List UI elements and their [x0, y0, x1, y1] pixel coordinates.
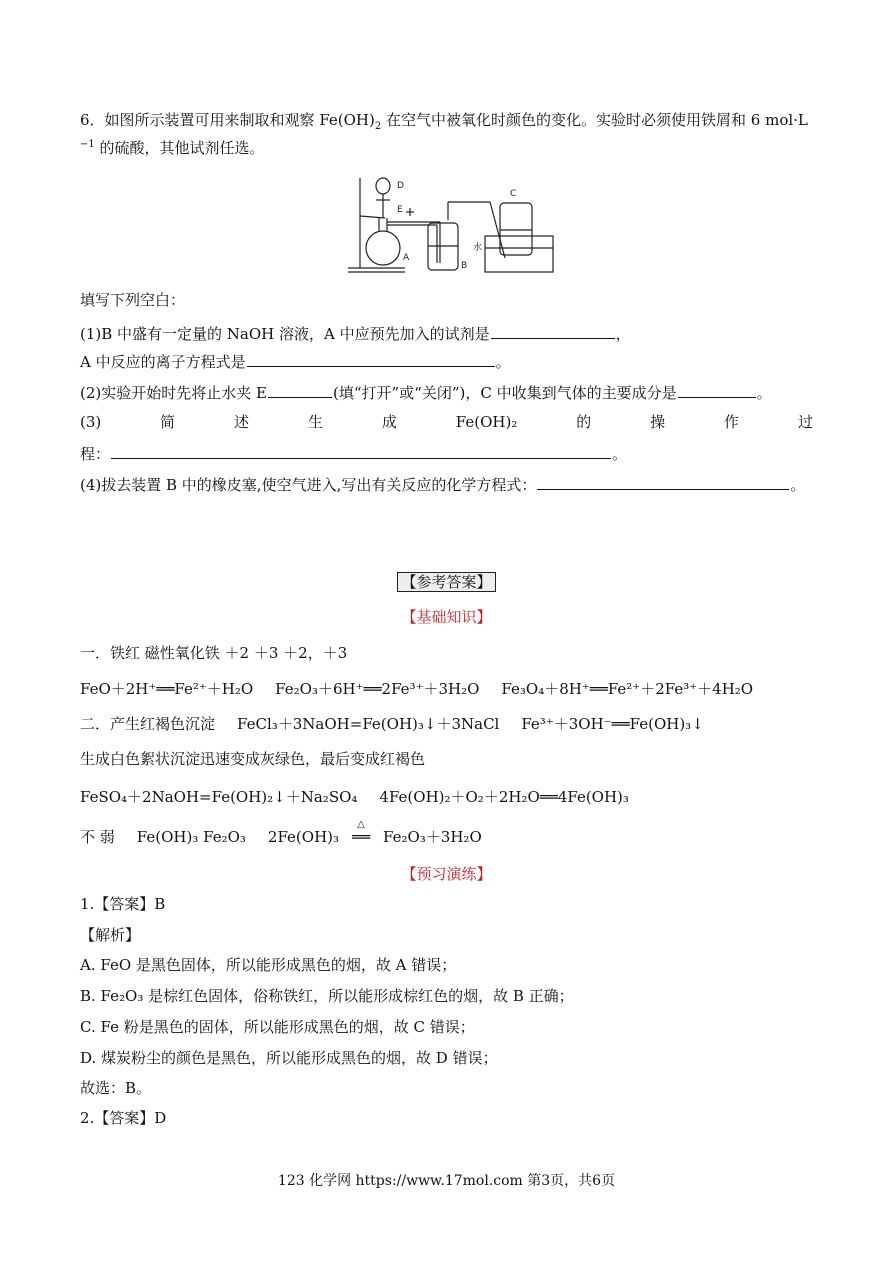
- label-d: D: [397, 181, 404, 191]
- analysis-line-a: A. FeO 是黑色固体，所以能形成黑色的烟，故 A 错误；: [80, 956, 457, 974]
- question-6-line-1: 6．如图所示装置可用来制取和观察 $Fe(OH)_2$ 在空气中被氧化时颜色的变化。实验时必须使用铁屑和 6 mol·L: [80, 111, 808, 132]
- answer-line-5: FeSO₄＋2NaOH=Fe(OH)₂↓＋Na₂SO₄ 4Fe(OH)₂＋O₂＋2H₂O══4Fe(OH)₃: [80, 788, 629, 806]
- label-a: A: [403, 253, 410, 263]
- fill-title: 填写下列空白：: [80, 291, 186, 309]
- answer-blank-3[interactable]: [268, 381, 332, 398]
- analysis-line-c: C. Fe 粉是黑色的固体，所以能形成黑色的烟，故 C 错误；: [80, 1018, 475, 1036]
- apparatus-diagram: [345, 168, 555, 278]
- question-6-part-1b: A 中反应的离子方程式是 。: [80, 350, 511, 372]
- heating-arrow: △ ══: [351, 819, 371, 846]
- analysis-line-d: D. 煤炭粉尘的颜色是黑色，所以能形成黑色的烟，故 D 错误；: [80, 1049, 498, 1067]
- question-6-part-3: (3) 简 述 生 成 Fe(OH)₂ 的 操 作 过: [80, 413, 813, 431]
- question-6-line-2: $^{-1}$ 的硫酸，其他试剂任选。: [80, 139, 265, 157]
- analysis-label: 【解析】: [80, 926, 141, 944]
- analysis-conclusion: 故选：B。: [80, 1079, 152, 1097]
- page-footer: 123 化学网 https://www.17mol.com 第3页，共6页: [277, 1173, 616, 1189]
- answer-line-4: 生成白色絮状沉淀迅速变成灰绿色，最后变成红褐色: [80, 750, 426, 768]
- label-c: C: [510, 189, 517, 199]
- question-6-part-3-cont: 程： 。: [80, 442, 627, 464]
- section-preview-exercise: 【预习演练】: [401, 865, 492, 883]
- answer-blank-5[interactable]: [111, 442, 611, 459]
- answer-blank-1[interactable]: [491, 322, 615, 339]
- answer-line-3: 二．产生红褐色沉淀 FeCl₃＋3NaOH=Fe(OH)₃↓＋3NaCl Fe³⁺＋3OH⁻══Fe(OH)₃↓: [80, 715, 704, 733]
- answer-blank-6[interactable]: [537, 473, 789, 490]
- label-water: 水: [473, 243, 483, 253]
- question-6-part-2: (2)实验开始时先将止水夹 E (填“打开”或“关闭”)，C 中收集到气体的主要成分是 。: [80, 381, 772, 403]
- label-b: B: [461, 261, 468, 271]
- answer-line-2: FeO＋2H⁺══Fe²⁺＋H₂O Fe₂O₃＋6H⁺══2Fe³⁺＋3H₂O Fe₃O₄＋8H⁺══Fe²⁺＋2Fe³⁺＋4H₂O: [80, 680, 754, 698]
- answer-line-1: 一．铁红 磁性氧化铁 ＋2 ＋3 ＋2，＋3: [80, 644, 348, 662]
- answer-line-6: 不 弱 Fe(OH)₃ Fe₂O₃ 2Fe(OH)₃ △ ══ Fe₂O₃＋3H₂O: [80, 819, 482, 846]
- label-e: E: [397, 205, 403, 215]
- answer-item-2: 2.【答案】D: [80, 1109, 167, 1127]
- question-6-part-1a: (1)B 中盛有一定量的 NaOH 溶液，A 中应预先加入的试剂是 ，: [80, 322, 631, 344]
- analysis-line-b: B. Fe₂O₃ 是棕红色固体，俗称铁红，所以能形成棕红色的烟，故 B 正确；: [80, 987, 574, 1005]
- question-6-part-4: (4)拔去装置 B 中的橡皮塞,使空气进入,写出有关反应的化学方程式： 。: [80, 473, 805, 495]
- section-basic-knowledge: 【基础知识】: [401, 608, 492, 626]
- answer-item-1: 1.【答案】B: [80, 895, 166, 913]
- answer-header: 【参考答案】: [0, 572, 893, 592]
- answer-blank-2[interactable]: [247, 350, 495, 367]
- answer-blank-4[interactable]: [678, 381, 756, 398]
